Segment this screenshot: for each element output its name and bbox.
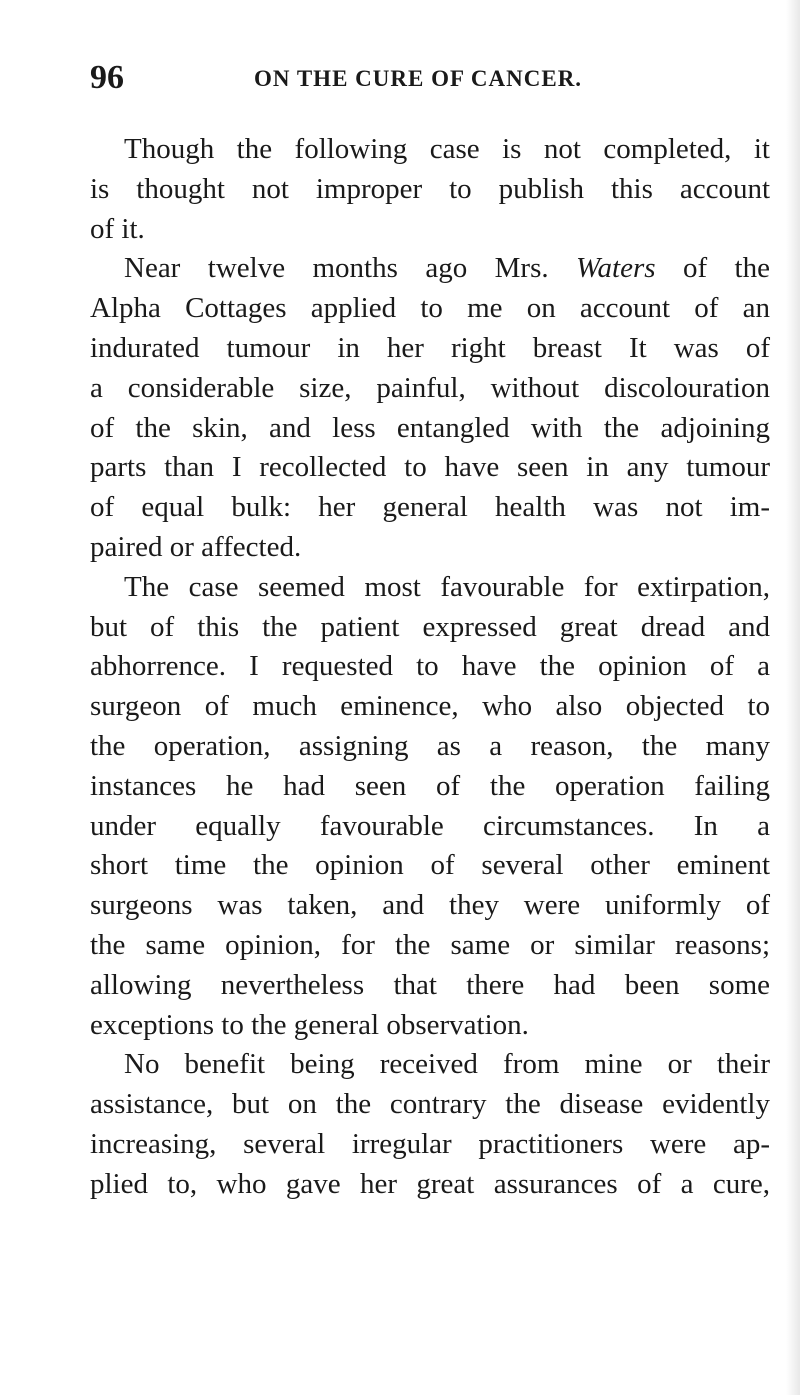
text-line: abhorrence. I requested to have the opinion of a: [90, 650, 770, 683]
body-text: [90, 130, 770, 1205]
page-number: 96: [90, 59, 124, 96]
text-line: The case seemed most favourable for extirpation,: [124, 570, 770, 603]
text-line: Alpha Cottages applied to me on account of an: [90, 292, 770, 325]
text-line: parts than I recollected to have seen in any tumour: [90, 451, 770, 484]
text-line: short time the opinion of several other eminent: [90, 849, 770, 882]
page-edge: [786, 0, 800, 1395]
text-line: exceptions to the general observation.: [90, 1008, 529, 1041]
text-line: Near twelve months ago Mrs. Waters of the: [124, 252, 770, 285]
text-line: indurated tumour in her right breast It was of: [90, 331, 770, 364]
text-line: increasing, several irregular practitioners were ap-: [90, 1127, 770, 1160]
text-line: plied to, who gave her great assurances of a cure,: [90, 1167, 770, 1200]
text-line: surgeons was taken, and they were uniformly of: [90, 889, 770, 922]
text-line: is thought not improper to publish this account: [90, 172, 770, 205]
text-line: of it.: [90, 212, 145, 245]
text-line: but of this the patient expressed great dread and: [90, 610, 770, 643]
running-head: ON THE CURE OF CANCER.: [254, 66, 583, 91]
text-line: No benefit being received from mine or their: [124, 1048, 770, 1081]
text-line: surgeon of much eminence, who also objected to: [90, 690, 770, 723]
text-line: a considerable size, painful, without discolouration: [90, 371, 770, 404]
text-line: the operation, assigning as a reason, the many: [90, 729, 770, 762]
text-line: under equally favourable circumstances. In a: [90, 809, 770, 842]
text-line: paired or affected.: [90, 530, 302, 563]
page-header: [0, 58, 800, 98]
text-line: of equal bulk: her general health was not im-: [90, 491, 770, 524]
text-line: assistance, but on the contrary the disease evidently: [90, 1088, 770, 1121]
text-line: allowing nevertheless that there had been some: [90, 968, 770, 1001]
italic-name: Waters: [576, 252, 656, 285]
text-line: the same opinion, for the same or similar reasons;: [90, 928, 770, 961]
text-line: of the skin, and less entangled with the adjoining: [90, 411, 770, 444]
text-line: instances he had seen of the operation failing: [90, 769, 770, 802]
text-line: Though the following case is not completed, it: [124, 133, 770, 165]
